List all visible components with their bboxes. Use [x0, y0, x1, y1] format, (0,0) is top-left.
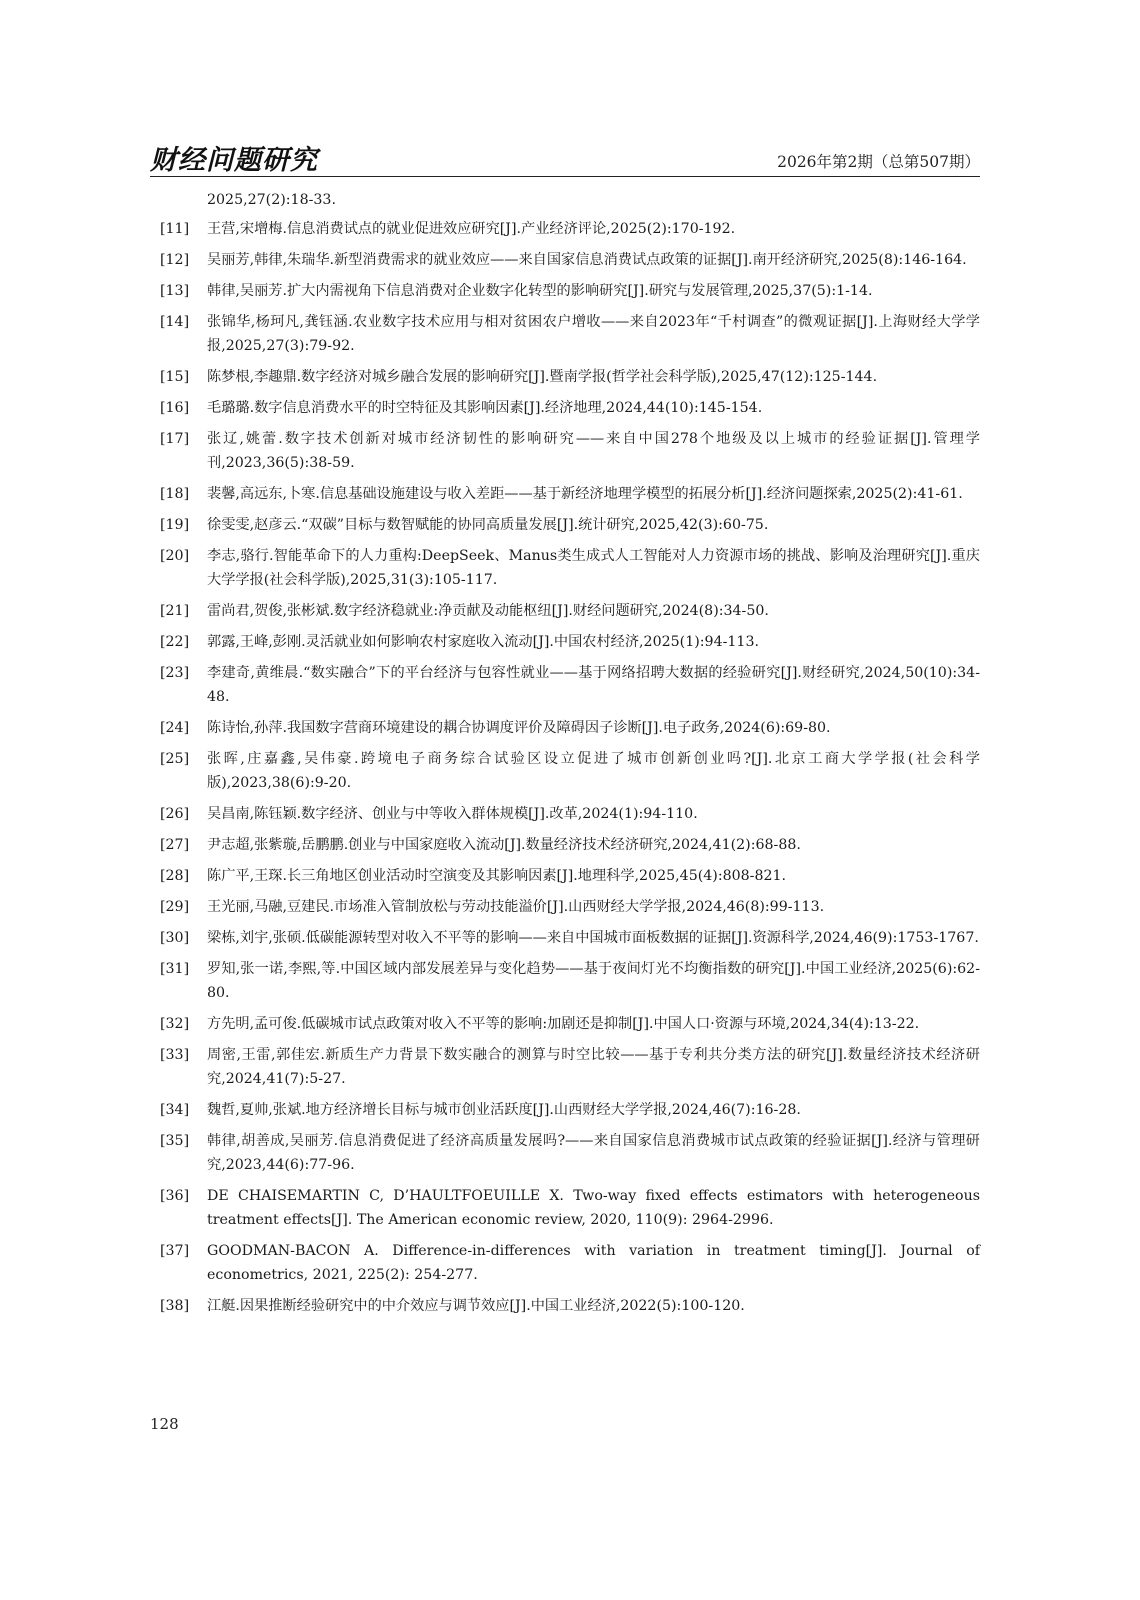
- reference-text: 毛璐璐.数字信息消费水平的时空特征及其影响因素[J].经济地理,2024,44(10):145-154.: [207, 400, 763, 416]
- issue-info: 2026年第2期（总第507期）: [777, 153, 980, 171]
- reference-number: [37]: [160, 1243, 190, 1259]
- reference-text: 李志,骆行.智能革命下的人力重构:DeepSeek、Manus类生成式人工智能对人力资源市场的挑战、影响及治理研究[J].重庆大学学报(社会科学版),2025,31(3):105-117.: [207, 548, 980, 588]
- reference-number: [22]: [160, 634, 190, 650]
- reference-number: [26]: [160, 806, 190, 822]
- reference-item: [160, 1294, 980, 1318]
- reference-number: [38]: [160, 1298, 190, 1314]
- reference-number: [28]: [160, 868, 190, 884]
- reference-text: 裴馨,高远东,卜寒.信息基础设施建设与收入差距——基于新经济地理学模型的拓展分析[J].经济问题探索,2025(2):41-61.: [207, 486, 963, 502]
- journal-title: 财经问题研究: [150, 145, 318, 176]
- reference-item: [160, 599, 980, 623]
- reference-item: [160, 630, 980, 654]
- reference-number: [30]: [160, 930, 190, 946]
- reference-number: [29]: [160, 899, 190, 915]
- reference-item: [160, 544, 980, 592]
- reference-item: [160, 1012, 980, 1036]
- reference-item: [160, 396, 980, 420]
- reference-number: [31]: [160, 961, 190, 977]
- reference-text: 吴丽芳,韩律,朱瑞华.新型消费需求的就业效应——来自国家信息消费试点政策的证据[J].南开经济研究,2025(8):146-164.: [207, 252, 967, 268]
- reference-item: [160, 1043, 980, 1091]
- reference-number: [34]: [160, 1102, 190, 1118]
- reference-item: [160, 365, 980, 389]
- reference-text: 陈诗怡,孙萍.我国数字营商环境建设的耦合协调度评价及障碍因子诊断[J].电子政务,2024(6):69-80.: [207, 720, 831, 736]
- reference-text: 梁栋,刘宇,张硕.低碳能源转型对收入不平等的影响——来自中国城市面板数据的证据[J].资源科学,2024,46(9):1753-1767.: [207, 930, 979, 946]
- reference-number: [35]: [160, 1133, 190, 1149]
- reference-item: [160, 1239, 980, 1287]
- reference-text: DE CHAISEMARTIN C, D’HAULTFOEUILLE X. Two-way fixed effects estimators with heterogeneous treatment effects[J]. The American economic review, 2020, 110(9): 2964-2996.: [207, 1188, 980, 1228]
- reference-item: [160, 864, 980, 888]
- reference-text: 周密,王雷,郭佳宏.新质生产力背景下数实融合的测算与时空比较——基于专利共分类方法的研究[J].数量经济技术经济研究,2024,41(7):5-27.: [207, 1047, 980, 1087]
- reference-item: [160, 957, 980, 1005]
- reference-text: 陈广平,王琛.长三角地区创业活动时空演变及其影响因素[J].地理科学,2025,45(4):808-821.: [207, 868, 787, 884]
- reference-number: [14]: [160, 314, 190, 330]
- page-number: 128: [150, 1415, 179, 1433]
- reference-number: [13]: [160, 283, 190, 299]
- reference-item: [160, 833, 980, 857]
- reference-list: [160, 188, 980, 1325]
- reference-item: [160, 661, 980, 709]
- reference-text: 张辽,姚蕾.数字技术创新对城市经济韧性的影响研究——来自中国278个地级及以上城市的经验证据[J].管理学刊,2023,36(5):38-59.: [207, 431, 980, 471]
- reference-item: [160, 895, 980, 919]
- reference-item: [160, 310, 980, 358]
- reference-entries: [160, 217, 980, 1318]
- reference-item: [160, 482, 980, 506]
- reference-text: 江艇.因果推断经验研究中的中介效应与调节效应[J].中国工业经济,2022(5):100-120.: [207, 1298, 745, 1314]
- reference-item: [160, 513, 980, 537]
- reference-text: 方先明,孟可俊.低碳城市试点政策对收入不平等的影响:加剧还是抑制[J].中国人口·资源与环境,2024,34(4):13-22.: [207, 1016, 920, 1032]
- reference-item: [160, 248, 980, 272]
- reference-item: [160, 716, 980, 740]
- reference-number: [16]: [160, 400, 190, 416]
- reference-continuation: 2025,27(2):18-33.: [207, 192, 336, 208]
- reference-number: [20]: [160, 548, 190, 564]
- reference-item: [160, 217, 980, 241]
- reference-text: 陈梦根,李趣鼎.数字经济对城乡融合发展的影响研究[J].暨南学报(哲学社会科学版),2025,47(12):125-144.: [207, 369, 878, 385]
- reference-text: 韩律,胡善成,吴丽芳.信息消费促进了经济高质量发展吗?——来自国家信息消费城市试点政策的经验证据[J].经济与管理研究,2023,44(6):77-96.: [207, 1133, 980, 1173]
- reference-number: [36]: [160, 1188, 190, 1204]
- reference-text: 王光丽,马融,豆建民.市场准入管制放松与劳动技能溢价[J].山西财经大学学报,2024,46(8):99-113.: [207, 899, 825, 915]
- reference-item: [160, 427, 980, 475]
- reference-number: [27]: [160, 837, 190, 853]
- reference-text: 李建奇,黄维晨.“数实融合”下的平台经济与包容性就业——基于网络招聘大数据的经验研究[J].财经研究,2024,50(10):34-48.: [207, 665, 980, 705]
- reference-item: [160, 1129, 980, 1177]
- reference-text: 魏哲,夏帅,张斌.地方经济增长目标与城市创业活跃度[J].山西财经大学学报,2024,46(7):16-28.: [207, 1102, 801, 1118]
- reference-text: 张锦华,杨珂凡,龚钰涵.农业数字技术应用与相对贫困农户增收——来自2023年“千村调查”的微观证据[J].上海财经大学学报,2025,27(3):79-92.: [207, 314, 980, 354]
- reference-text: GOODMAN-BACON A. Difference-in-differences with variation in treatment timing[J]. Journal of econometrics, 2021, 225(2): 254-277.: [207, 1243, 980, 1283]
- reference-number: [12]: [160, 252, 190, 268]
- reference-text: 罗知,张一诺,李熙,等.中国区域内部发展差异与变化趋势——基于夜间灯光不均衡指数的研究[J].中国工业经济,2025(6):62-80.: [207, 961, 980, 1001]
- reference-number: [19]: [160, 517, 190, 533]
- running-header: [150, 138, 980, 177]
- reference-number: [21]: [160, 603, 190, 619]
- reference-text: 张晖,庄嘉鑫,吴伟豪.跨境电子商务综合试验区设立促进了城市创新创业吗?[J].北京工商大学学报(社会科学版),2023,38(6):9-20.: [207, 751, 980, 791]
- reference-item: [160, 1184, 980, 1232]
- reference-number: [17]: [160, 431, 190, 447]
- reference-number: [25]: [160, 751, 190, 767]
- reference-number: [24]: [160, 720, 190, 736]
- reference-text: 郭露,王峰,彭刚.灵活就业如何影响农村家庭收入流动[J].中国农村经济,2025(1):94-113.: [207, 634, 759, 650]
- reference-number: [18]: [160, 486, 190, 502]
- reference-number: [11]: [160, 221, 190, 237]
- reference-text: 王营,宋增梅.信息消费试点的就业促进效应研究[J].产业经济评论,2025(2):170-192.: [207, 221, 736, 237]
- reference-text: 吴昌南,陈钰颖.数字经济、创业与中等收入群体规模[J].改革,2024(1):94-110.: [207, 806, 698, 822]
- reference-text: 徐雯雯,赵彦云.“双碳”目标与数智赋能的协同高质量发展[J].统计研究,2025,42(3):60-75.: [207, 517, 769, 533]
- reference-text: 韩律,吴丽芳.扩大内需视角下信息消费对企业数字化转型的影响研究[J].研究与发展管理,2025,37(5):1-14.: [207, 283, 873, 299]
- reference-item: [160, 926, 980, 950]
- reference-item: [160, 747, 980, 795]
- reference-number: [23]: [160, 665, 190, 681]
- reference-number: [33]: [160, 1047, 190, 1063]
- reference-text: 尹志超,张紫璇,岳鹏鹏.创业与中国家庭收入流动[J].数量经济技术经济研究,2024,41(2):68-88.: [207, 837, 801, 853]
- reference-item: [160, 802, 980, 826]
- reference-number: [15]: [160, 369, 190, 385]
- reference-item: [160, 1098, 980, 1122]
- reference-number: [32]: [160, 1016, 190, 1032]
- reference-text: 雷尚君,贺俊,张彬斌.数字经济稳就业:净贡献及动能枢纽[J].财经问题研究,2024(8):34-50.: [207, 603, 769, 619]
- reference-item: [160, 279, 980, 303]
